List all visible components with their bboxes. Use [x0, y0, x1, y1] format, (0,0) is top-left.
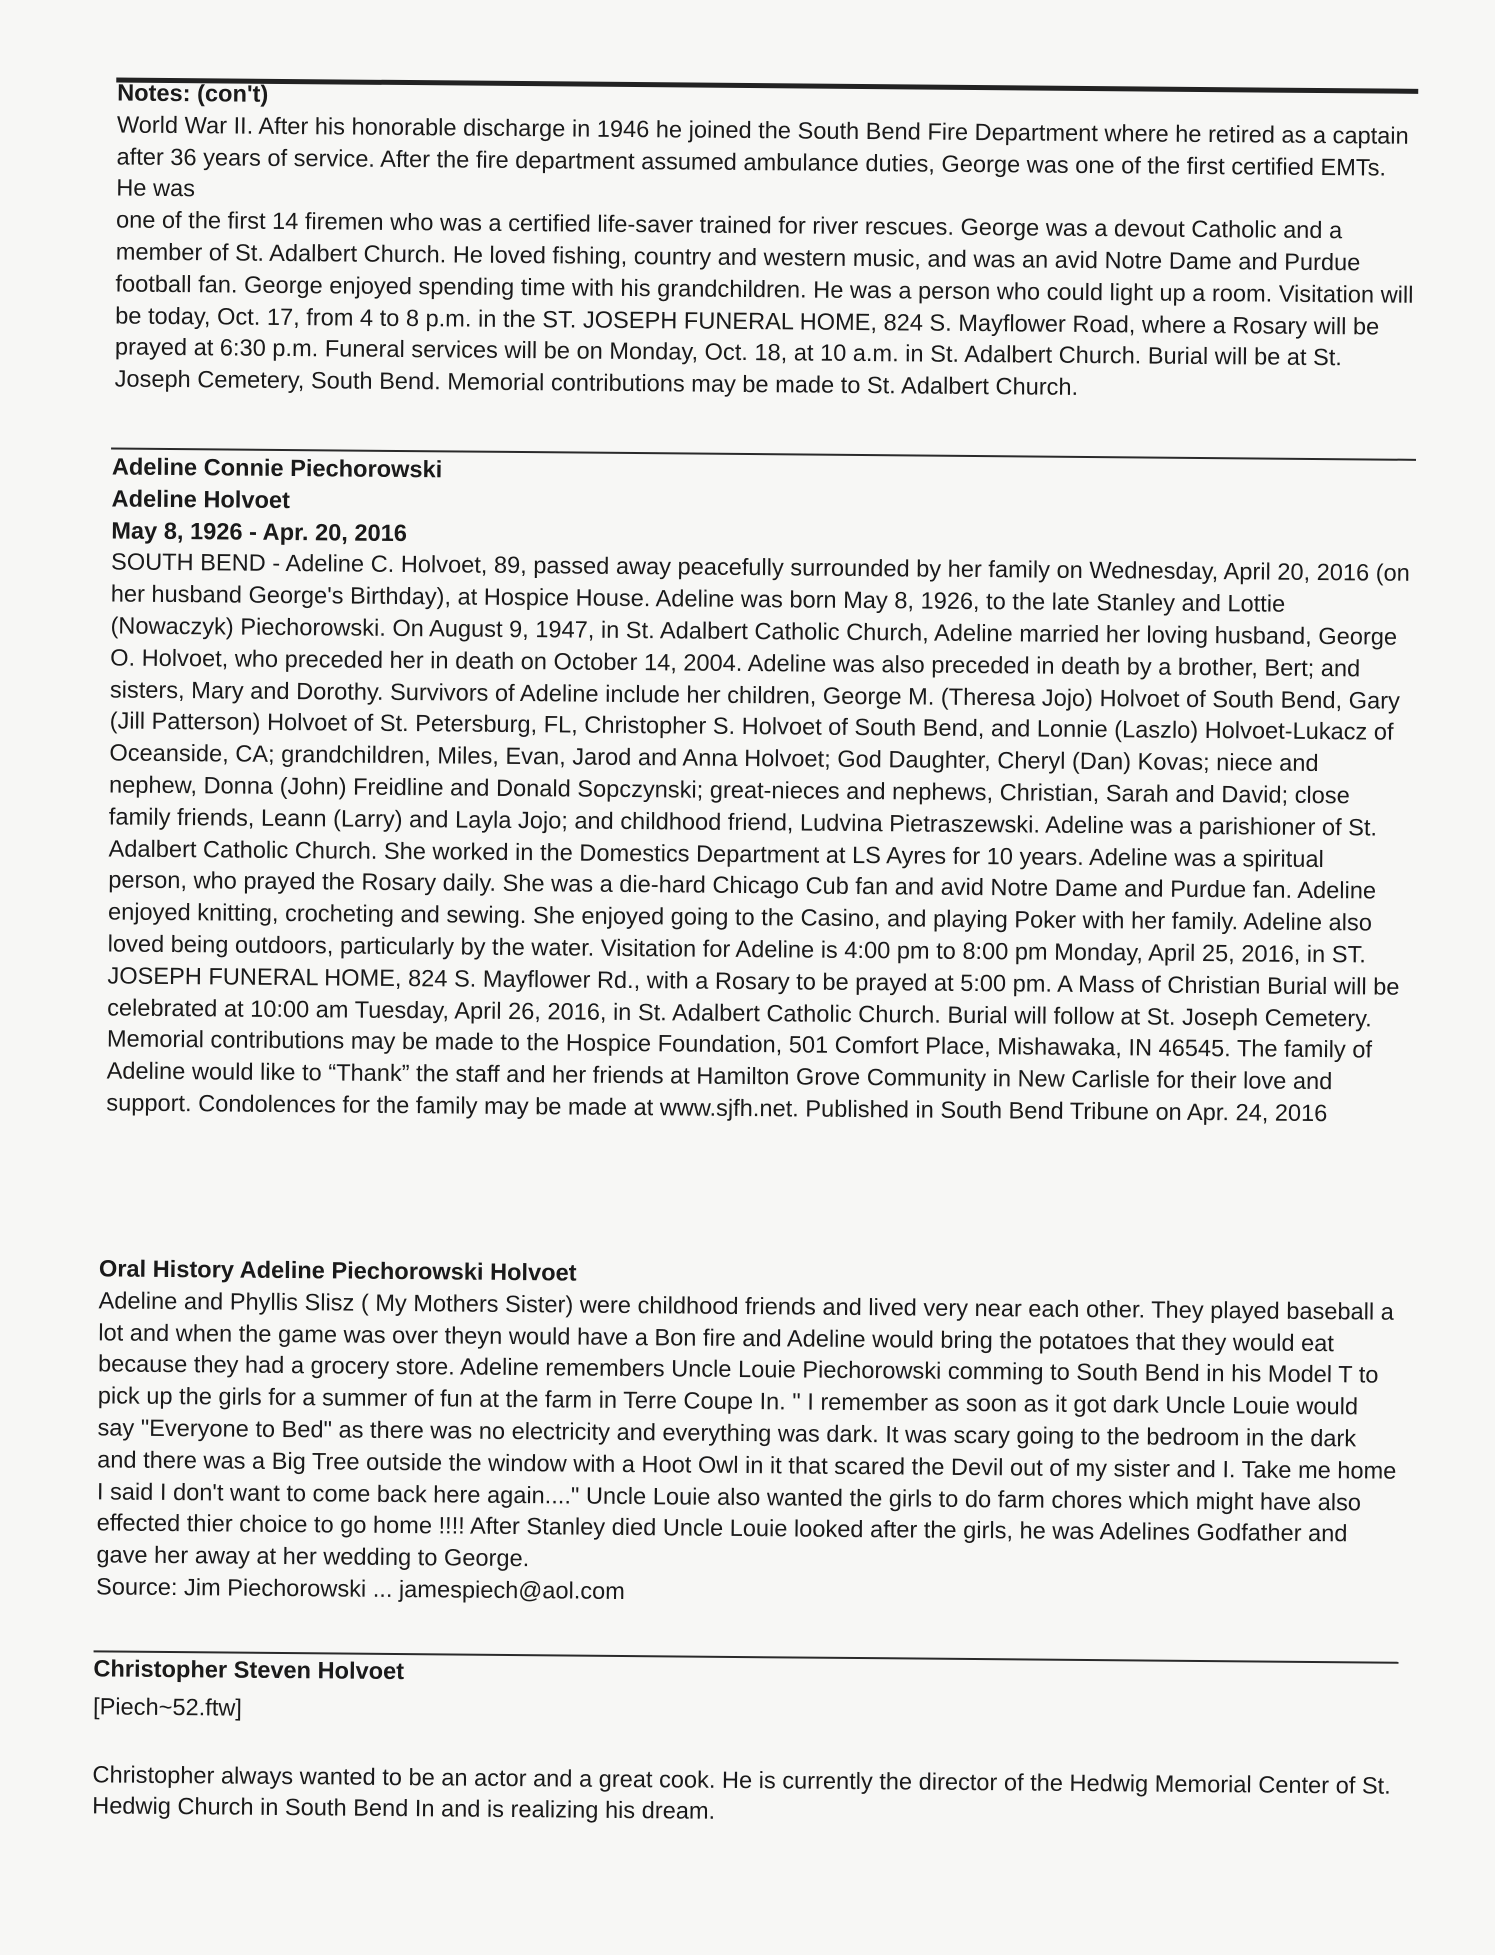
christopher-name: Christopher Steven Holvoet — [93, 1656, 405, 1686]
notes-heading: Notes: (con't) — [117, 80, 269, 108]
oral-history-heading: Oral History Adeline Piechorowski Holvoet — [98, 1256, 577, 1287]
adeline-life-dates: May 8, 1926 - Apr. 20, 2016 — [111, 518, 407, 547]
christopher-section — [92, 1654, 1393, 1835]
adeline-full-name: Adeline Connie Piechorowski — [111, 454, 443, 484]
adeline-section — [106, 452, 1412, 1131]
oral-history-text: Adeline and Phyllis Slisz ( My Mothers Sister) were childhood friends and lived very near each other. They played baseball a lot and when the game was over theyn would have a Bon fire and Adeline would bring the potatoes that they would eat because they had a grocery store. Adeline remembers Uncle Louie Piechorowski comming to South Bend in his Model T to pick up the girls for a summer of fun at the farm in Terre Coupe In. " I remember as soon as it got dark Uncle Louie would say "Everyone to Bed" as there was no electricity and everything was dark. It was scary going to the bedroom in the dark and there was a Big Tree outside the window with a Hoot Owl in it that scared the Devil out of my sister and I. Take me home I said I don't want to come back here again...." Uncle Louie also wanted the girls to do farm chores which might have also effected thier choice to go home !!!! After Stanley died Uncle Louie looked after the girls, he was Adelines Godfather and gave her away at her wedding to George. — [96, 1288, 1397, 1573]
notes-paragraph-2: one of the first 14 firemen who was a certified life-saver trained for river rescues. George was a devout Catholic and a member of St. Adalbert Church. He loved fishing, country and western music, and was an avid Notre Dame and Purdue football fan. George enjoyed spending time with his grandchildren. He was a person who could light up a room. Visitation will be today, Oct. 17, from 4 to 8 p.m. in the ST. JOSEPH FUNERAL HOME, 824 S. Mayflower Road, where a Rosary will be prayed at 6:30 p.m. Funeral services will be on Monday, Oct. 18, at 10 a.m. in St. Adalbert Church. Burial will be at St. Joseph Cemetery, South Bend. Memorial contributions may be made to St. Adalbert Church. — [114, 207, 1414, 402]
christopher-bio-text: Christopher always wanted to be an actor and a great cook. He is currently the director of the Hedwig Memorial Center of St. Hedwig Church in South Bend In and is realizing his dream. — [92, 1761, 1391, 1826]
oral-history-source: Source: Jim Piechorowski ... jamespiech@aol.com — [96, 1574, 626, 1605]
adeline-obituary-text: SOUTH BEND - Adeline C. Holvoet, 89, passed away peacefully surrounded by her family on Wednesday, April 20, 2016 (on her husband George's Birthday), at Hospice House. Adeline was born May 8, 1926, to the late Stanley and Lottie (Nowaczyk) Piechorowski. On August 9, 1947, in St. Adalbert Catholic Church, Adeline married her loving husband, George O. Holvoet, who preceded her in death on October 14, 2004. Adeline was also preceded in death by a brother, Bert; and sisters, Mary and Dorothy. Survivors of Adeline include her children, George M. (Theresa Jojo) Holvoet of South Bend, Gary (Jill Patterson) Holvoet of St. Petersburg, FL, Christopher S. Holvoet of South Bend, and Lonnie (Laszlo) Holvoet-Lukacz of Oceanside, CA; grandchildren, Miles, Evan, Jarod and Anna Holvoet; God Daughter, Cheryl (Dan) Kovas; niece and nephew, Donna (John) Freidline and Donald Sopczynski; great-nieces and nephews, Christian, Sarah and David; close family friends, Leann (Larry) and Layla Jojo; and childhood friend, Ludvina Pietraszewski. Adeline was a parishioner of St. Adalbert Catholic Church. She worked in the Domestics Department at LS Ayres for 10 years. Adeline was a spiritual person, who prayed the Rosary daily. She was a die-hard Chicago Cub fan and avid Notre Dame and Purdue fan. Adeline enjoyed knitting, crocheting and sewing. She enjoyed going to the Casino, and playing Poker with her family. Adeline also loved being outdoors, particularly by the water. Visitation for Adeline is 4:00 pm to 8:00 pm Monday, April 25, 2016, in ST. JOSEPH FUNERAL HOME, 824 S. Mayflower Rd., with a Rosary to be prayed at 5:00 pm. A Mass of Christian Burial will be celebrated at 10:00 am Tuesday, April 26, 2016, in St. Adalbert Catholic Church. Burial will follow at St. Joseph Cemetery. Memorial contributions may be made to the Hospice Foundation, 501 Comfort Place, Mishawaka, IN 46545. The family of Adeline would like to “Thank” the staff and her friends at Hamilton Grove Community in New Carlisle for their love and support. Condolences for the family may be made at www.sjfh.net. Published in South Bend Tribune on Apr. 24, 2016 — [106, 549, 1410, 1128]
notes-paragraph-1: World War II. After his honorable discharge in 1946 he joined the South Bend Fire Department where he retired as a captain after 36 years of service. After the fire department assumed ambulance duties, George was one of the first certified EMTs. He was — [116, 112, 1409, 203]
notes-section — [115, 79, 1418, 408]
adeline-married-name: Adeline Holvoet — [111, 486, 291, 514]
oral-history-section — [96, 1254, 1399, 1615]
christopher-file-reference: [Piech~52.ftw] — [92, 1694, 243, 1722]
